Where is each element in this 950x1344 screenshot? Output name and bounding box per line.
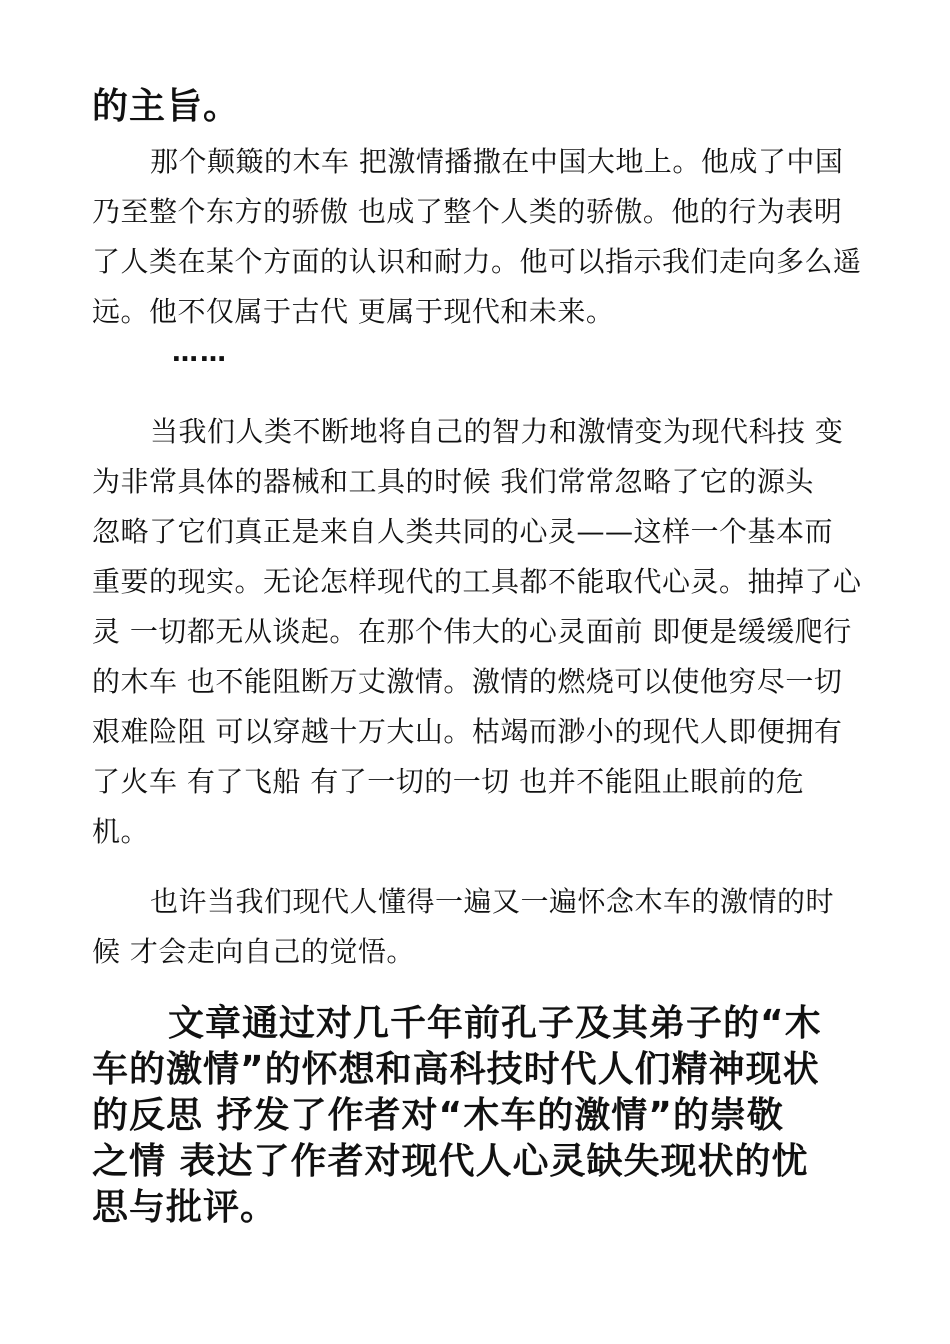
- quote-line: 远。他不仅属于古代 更属于现代和未来。: [92, 295, 615, 328]
- quote-line: 当我们人类不断地将自己的智力和激情变为现代科技 变: [150, 415, 844, 448]
- quote-line: 了人类在某个方面的认识和耐力。他可以指示我们走向多么遥: [92, 245, 862, 278]
- quote-line: 重要的现实。无论怎样现代的工具都不能取代心灵。抽掉了心: [92, 565, 862, 598]
- quote-line: 了火车 有了飞船 有了一切的一切 也并不能阻止眼前的危: [92, 765, 805, 798]
- quote-line: 候 才会走向自己的觉悟。: [92, 935, 415, 968]
- quote-line: 那个颠簸的木车 把激情播撒在中国大地上。他成了中国: [150, 145, 844, 178]
- quote-line: 的木车 也不能阻断万丈激情。激情的燃烧可以使他穷尽一切: [92, 665, 843, 698]
- quote-line: 忽略了它们真正是来自人类共同的心灵——这样一个基本而: [92, 515, 834, 548]
- summary-line: 文章通过对几千年前孔子及其弟子的“木: [168, 1003, 822, 1044]
- quote-line: 乃至整个东方的骄傲 也成了整个人类的骄傲。他的行为表明: [92, 195, 843, 228]
- quote-line: 为非常具体的器械和工具的时候 我们常常忽略了它的源头: [92, 465, 814, 498]
- quote-line: 灵 一切都无从谈起。在那个伟大的心灵面前 即便是缓缓爬行: [92, 615, 852, 648]
- quote-line: 机。: [92, 815, 150, 848]
- summary-line: 的反思 抒发了作者对“木车的激情”的崇敬: [92, 1095, 784, 1136]
- summary-line: 车的激情”的怀想和高科技时代人们精神现状: [92, 1049, 820, 1090]
- quote-line: 也许当我们现代人懂得一遍又一遍怀念木车的激情的时: [150, 885, 835, 918]
- top-fragment-line: 的主旨。: [92, 86, 241, 127]
- summary-line: 思与批评。: [92, 1187, 278, 1228]
- summary-line: 之情 表达了作者对现代人心灵缺失现状的忧: [92, 1141, 809, 1182]
- ellipsis-mark: ……: [172, 338, 228, 368]
- quote-line: 艰难险阻 可以穿越十万大山。枯竭而渺小的现代人即便拥有: [92, 715, 843, 748]
